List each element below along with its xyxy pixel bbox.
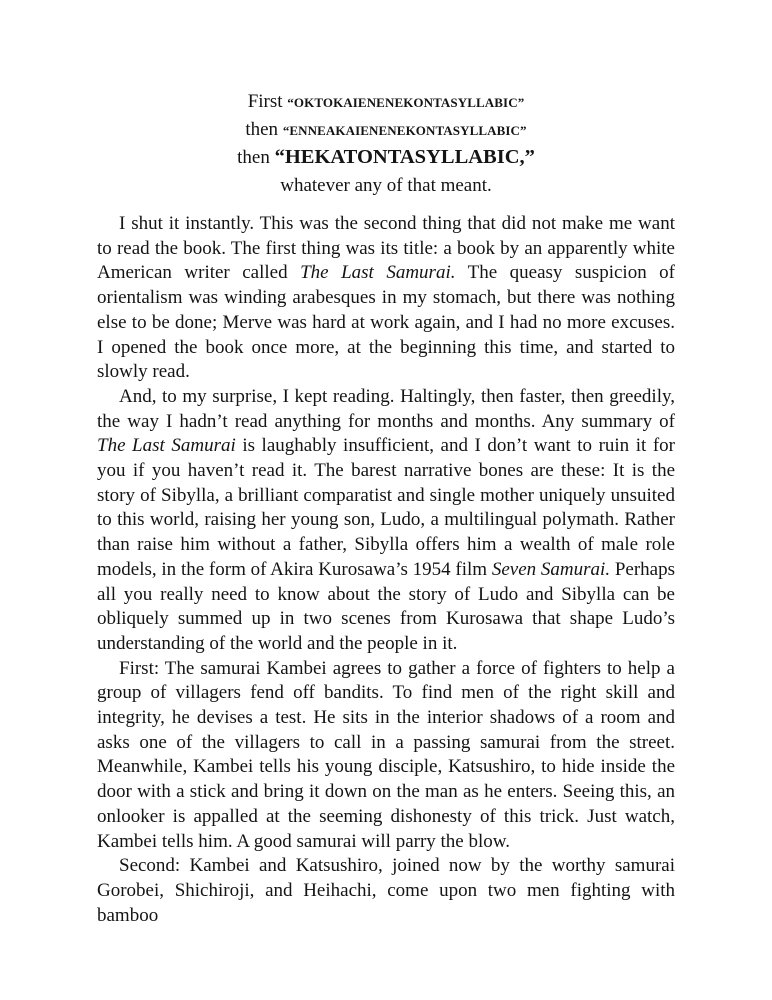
- verse-line-2-prefix: then: [245, 119, 283, 140]
- verse-line-1-prefix: First: [247, 91, 288, 112]
- paragraph-2-text-b: is laughably insufficient, and I don’t want to ruin it for you if you haven’t read it. The barest narrative bones are these: It is the story of Sibylla, a brilliant comparatist and single mother uniquely unsuited to this world, raising her young son, Ludo, a multilingual polymath. Rather than raise him without a father, Sibylla offers him a wealth of male role models, in the form of Akira Kurosawa’s 1954 film: [97, 435, 675, 580]
- verse-line-3-prefix: then: [237, 147, 275, 168]
- paragraph-2-text-a: And, to my surprise, I kept reading. Haltingly, then faster, then greedily, the way I hadn’t read anything for months and months. Any summary of: [97, 385, 675, 432]
- book-title-italic: The Last Samurai: [97, 435, 236, 457]
- verse-line-1-term: “OKTOKAIENENEKONTASYLLABIC”: [287, 95, 525, 110]
- paragraph-3: First: The samurai Kambei agrees to gather a force of fighters to help a group of villagers fend off bandits. To find men of the right skill and integrity, he devises a test. He sits in the interior shadows of a room and asks one of the villagers to call in a passing samurai from the street. Meanwhile, Kambei tells his young disciple, Katsushiro, to hide inside the door with a stick and bring it down on the man as he enters. Seeing this, an onlooker is appalled at the seeming dishonesty of this trick. Just watch, Kambei tells him. A good samurai will parry the blow.: [97, 657, 675, 852]
- verse-line-3-term: “HEKATONTASYLLABIC,”: [274, 146, 535, 168]
- paragraph-1-text-b: The queasy suspicion of orientalism was winding arabesques in my stomach, but there was nothing else to be done; Merve was hard at work again, and I had no more excuses. I opened the book once more, at the beginning this time, and started to slowly read.: [97, 262, 676, 383]
- verse-line-3: [0, 144, 772, 171]
- verse-line-2-term: “ENNEAKAIENENEKONTASYLLABIC”: [282, 123, 527, 138]
- book-title-italic: The Last Samurai.: [300, 262, 456, 284]
- body-text: [97, 212, 675, 928]
- paragraph-2: [97, 385, 675, 657]
- paragraph-1-text-a: I shut it instantly. This was the second thing that did not make me want to read the book. The first thing was its title: a book by an apparently white American writer called: [97, 213, 675, 284]
- verse-line-1: [0, 88, 772, 116]
- film-title-italic: Seven Samurai.: [491, 558, 611, 580]
- verse-line-4: whatever any of that meant.: [280, 175, 492, 196]
- epigraph-verse: [0, 88, 772, 200]
- paragraph-1: [97, 212, 675, 385]
- paragraph-2-text-c: Perhaps all you really need to know about the story of Ludo and Sibylla can be obliquely summed up in two scenes from Kurosawa that shape Ludo’s understanding of the world and the people in it.: [97, 558, 675, 654]
- paragraph-4: Second: Kambei and Katsushiro, joined now by the worthy samurai Gorobei, Shichiroji, and Heihachi, come upon two men fighting with bamboo: [97, 855, 675, 926]
- verse-line-2: [0, 116, 772, 144]
